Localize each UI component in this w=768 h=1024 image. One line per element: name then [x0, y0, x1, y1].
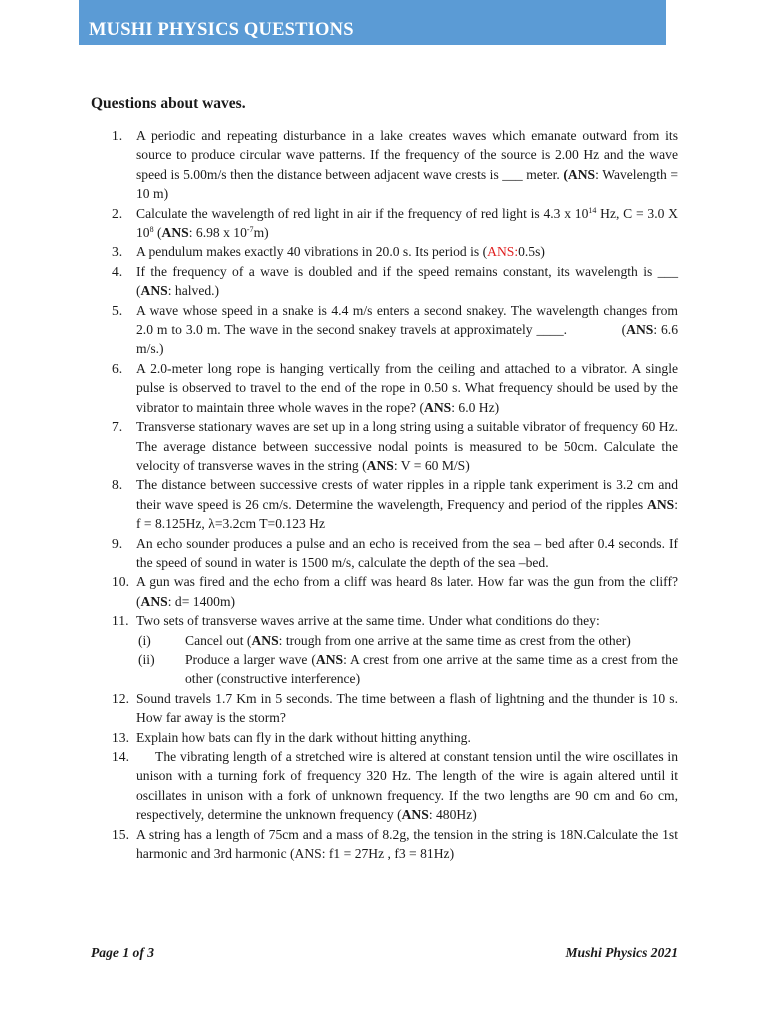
answer-label: ANS — [251, 632, 279, 648]
answer-label: ANS — [140, 593, 168, 609]
question-number: 5. — [112, 302, 123, 318]
question-item — [92, 747, 682, 825]
sub-question-number: (i) — [138, 632, 151, 648]
question-text: A pendulum makes exactly 40 vibrations in 20.0 s. Its period is ( — [136, 244, 488, 260]
question-number: 4. — [112, 263, 123, 279]
exponent: -7 — [246, 225, 254, 235]
sub-question-number: (ii) — [138, 651, 155, 667]
question-text: A gun was fired and the echo from a cliff was heard 8s later. How far was the gun from the cliff? ( — [136, 574, 678, 609]
section-heading: Questions about waves. — [91, 95, 246, 112]
answer-text: : A crest from one arrive at the same time as a crest from the other (constructive interference) — [185, 651, 678, 687]
question-text: A 2.0-meter long rope is hanging vertically from the ceiling and attached to a vibrator. A single pulse is observed to travel to the end of the rope in 0.50 s. What frequency should be used by the vibrator to maintain three whole waves in the rope? ( — [136, 360, 678, 415]
question-item — [92, 301, 682, 359]
answer-text: : d= 1400m) — [167, 593, 236, 609]
question-number: 2. — [112, 205, 123, 221]
question-list — [92, 126, 682, 863]
question-number: 6. — [112, 360, 123, 376]
answer-label: ANS — [315, 651, 344, 667]
page-number: Page 1 of 3 — [91, 945, 155, 960]
answer-label: ANS — [424, 399, 452, 415]
answer-label: ANS: — [487, 244, 519, 260]
question-item — [92, 417, 678, 475]
question-text: Two sets of transverse waves arrive at the same time. Under what conditions do they: — [136, 613, 600, 629]
answer-text: : halved.) — [167, 283, 220, 299]
question-item — [92, 572, 678, 611]
question-text: A wave whose speed in a snake is 4.4 m/s enters a second snakey. The wavelength changes from 2.0 m to 3.0 m. The wave in the second snakey travels at approximately ____. ( — [136, 302, 682, 338]
question-item — [92, 475, 678, 533]
question-text: The distance between successive crests of water ripples in a ripple tank experiment is 3.2 cm and their wave speed is 26 cm/s. Determine the wavelength, Frequency and period of the ripples — [136, 477, 678, 512]
question-item — [92, 825, 678, 864]
question-number: 15. — [112, 826, 129, 842]
answer-label: ANS — [366, 457, 394, 473]
question-item — [92, 126, 678, 204]
question-number: 3. — [112, 244, 123, 260]
answer-text: : f = 8.125Hz, λ=3.2cm T=0.123 Hz — [136, 496, 678, 532]
answer-label: (ANS — [563, 166, 596, 182]
document-title: MUSHI PHYSICS QUESTIONS — [89, 20, 354, 40]
answer-label: ANS — [626, 322, 654, 338]
question-number: 7. — [112, 419, 123, 435]
answer-text: : 6.0 Hz) — [451, 399, 500, 415]
question-item — [92, 359, 678, 417]
question-number: 10. — [112, 574, 129, 590]
footer-title: Mushi Physics 2021 — [565, 945, 678, 960]
question-number: 1. — [112, 128, 123, 143]
question-text: An echo sounder produces a pulse and an echo is received from the sea – bed after 0.4 seconds. If the speed of sound in water is 1500 m/s, calculate the depth of the sea –bed. — [136, 535, 678, 570]
question-item — [92, 611, 678, 689]
answer-text: : 480Hz) — [428, 807, 477, 823]
sub-question-list — [136, 631, 678, 689]
answer-text: : trough from one arrive at the same time as crest from the other) — [278, 632, 631, 648]
exponent: 14 — [588, 205, 597, 215]
question-number: 12. — [112, 690, 129, 706]
question-text: If the frequency of a wave is doubled and if the speed remains constant, its wavelength is ___ ( — [136, 263, 678, 299]
question-item — [92, 534, 678, 573]
answer-text: : 6.98 x 10 — [188, 225, 247, 241]
answer-label: ANS — [140, 283, 168, 299]
question-number: 8. — [112, 477, 123, 493]
sub-question-item — [136, 631, 678, 650]
sub-question-text: Cancel out ( — [185, 632, 252, 648]
question-item — [92, 689, 678, 728]
question-item — [92, 204, 678, 243]
answer-label: ANS — [401, 807, 429, 823]
question-number: 9. — [112, 535, 123, 551]
answer-text: : Wavelength = 10 m) — [136, 166, 679, 202]
answer-text: m) — [253, 225, 269, 241]
question-item — [92, 728, 678, 747]
question-text: Explain how bats can fly in the dark without hitting anything. — [136, 729, 471, 745]
question-text: Hz, C = 3.0 X 10 — [136, 205, 678, 241]
exponent: 8 — [149, 225, 154, 235]
question-number: 13. — [112, 729, 129, 745]
answer-text: : V = 60 M/S) — [393, 457, 470, 473]
answer-label: ANS — [161, 225, 189, 241]
question-text: A periodic and repeating disturbance in a lake creates waves which emanate outward from its source to produce circular wave patterns. If the frequency of the source is 2.00 Hz and the wave speed is 5.00m/s then the distance between adjacent wave crests is ___ meter. — [136, 128, 678, 182]
answer-label: ANS — [647, 496, 675, 512]
question-text: The vibrating length of a stretched wire is altered at constant tension until the wire oscillates in unison with a turning fork of frequency 320 Hz. The length of the wire is again altered until it oscillates in unison with a fork of unknown frequency. If the two lengths are 90 cm and 6o cm, respectively, determine the unknown frequency ( — [136, 749, 682, 823]
header-banner — [79, 0, 666, 45]
answer-text: : 6.6 m/s.) — [136, 322, 678, 357]
question-text: Sound travels 1.7 Km in 5 seconds. The time between a flash of lightning and the thunder is 10 s. How far away is the storm? — [136, 690, 678, 726]
question-text: Calculate the wavelength of red light in air if the frequency of red light is 4.3 x 10 — [136, 205, 589, 221]
answer-text: 0.5s) — [518, 244, 545, 260]
question-number: 14. — [112, 749, 129, 764]
question-text: ( — [153, 225, 162, 241]
sub-question-text: Produce a larger wave ( — [185, 651, 316, 667]
sub-question-item — [136, 650, 678, 689]
question-item — [92, 262, 678, 301]
question-text: A string has a length of 75cm and a mass of 8.2g, the tension in the string is 18N.Calculate the 1st harmonic and 3rd harmonic (ANS: f1 = 27Hz , f3 = 81Hz) — [136, 826, 678, 862]
question-text: Transverse stationary waves are set up in a long string using a suitable vibrator of frequency 60 Hz. The average distance between successive nodal points is measured to be 50cm. Calculate the velocity of transverse waves in the string ( — [136, 419, 678, 473]
question-item — [92, 242, 678, 261]
question-number: 11. — [112, 613, 129, 629]
